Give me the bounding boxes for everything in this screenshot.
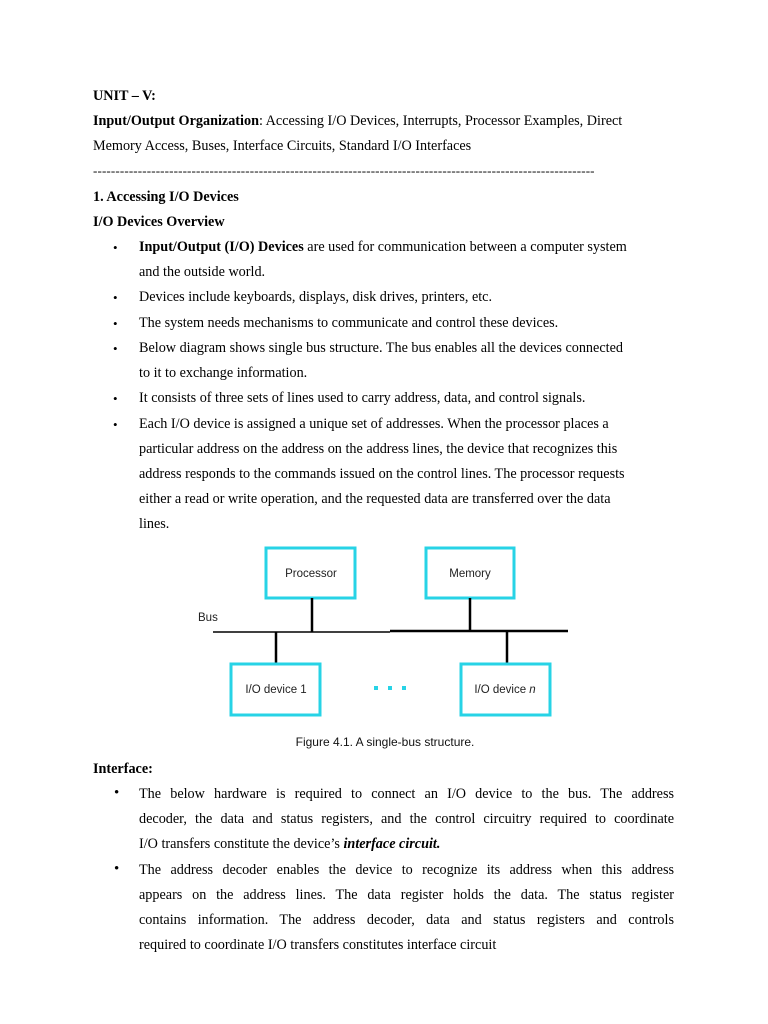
interface-circuit-term: interface circuit. <box>343 836 441 852</box>
interface-p1-line-1: The below hardware is required to connect an I/O device to the bus. The address <box>139 786 674 802</box>
bullet-1-line-2: and the outside world. <box>139 264 266 280</box>
interface-p2-line-4: required to coordinate I/O transfers constitutes interface circuit <box>139 937 497 953</box>
processor-label: Processor <box>285 568 337 580</box>
bullet-dot: • <box>113 316 118 331</box>
bullet-5-text: It consists of three sets of lines used to carry address, data, and control signals. <box>139 390 586 406</box>
bullet-4-line-1: Below diagram shows single bus structure. The bus enables all the devices connected <box>139 340 623 356</box>
interface-p2-line-3: contains information. The address decoder, data and status registers and controls <box>139 912 674 928</box>
dot <box>374 686 378 690</box>
io-device-1-label: I/O device 1 <box>245 684 307 696</box>
bullet-4-line-2: to it to exchange information. <box>139 365 308 381</box>
interface-title: Interface: <box>93 761 153 777</box>
bullet-dot: • <box>113 417 118 432</box>
io-device-n-prefix: I/O device <box>474 684 530 696</box>
bullet-dot: • <box>114 861 120 877</box>
interface-p2-line-1: The address decoder enables the device to recognize its address when this address <box>139 862 674 878</box>
figure-caption: Figure 4.1. A single-bus structure. <box>295 735 475 749</box>
separator: ---------------------------------------------------------------------------------------------------------------- <box>93 163 595 178</box>
bullet-dot: • <box>114 785 120 801</box>
io-device-n-var: n <box>529 684 536 696</box>
io-devices-term: Input/Output (I/O) Devices <box>139 239 304 255</box>
bullet-1-text: are used for communication between a computer system <box>303 239 627 255</box>
bullet-6-line-3: address responds to the commands issued on the control lines. The processor requests <box>139 466 625 482</box>
bullet-dot: • <box>113 290 118 305</box>
memory-label: Memory <box>449 568 491 580</box>
intro-line-1 <box>93 112 622 130</box>
intro-label: Input/Output Organization <box>93 113 259 129</box>
unit-heading: UNIT – V: <box>93 88 156 104</box>
interface-p2-line-2: appears on the address lines. The data register holds the data. The status register <box>139 887 674 903</box>
dot <box>402 686 406 690</box>
interface-p1-text: I/O transfers constitute the device’s <box>139 836 344 852</box>
bus-label: Bus <box>198 612 218 624</box>
single-bus-diagram <box>0 540 768 760</box>
bullet-dot: • <box>113 341 118 356</box>
bullet-6-line-4: either a read or write operation, and the requested data are transferred over the data <box>139 491 611 507</box>
bullet-1-line-1 <box>139 238 627 256</box>
bullet-6-line-1: Each I/O device is assigned a unique set of addresses. When the processor places a <box>139 416 609 432</box>
bullet-dot: • <box>113 391 118 406</box>
dot <box>388 686 392 690</box>
interface-p1-line-2: decoder, the data and status registers, and the control circuitry required to coordinate <box>139 811 674 827</box>
intro-line-2: Memory Access, Buses, Interface Circuits, Standard I/O Interfaces <box>93 138 472 154</box>
bullet-3-text: The system needs mechanisms to communicate and control these devices. <box>139 315 559 331</box>
ellipsis-dots <box>374 686 406 690</box>
section-subtitle: I/O Devices Overview <box>93 214 225 230</box>
bullet-6-line-5: lines. <box>139 516 170 532</box>
section-title: 1. Accessing I/O Devices <box>93 189 239 205</box>
bullet-2-text: Devices include keyboards, displays, disk drives, printers, etc. <box>139 289 493 305</box>
bullet-6-line-2: particular address on the address on the address lines, the device that recognizes this <box>139 441 618 457</box>
intro-topics: : Accessing I/O Devices, Interrupts, Processor Examples, Direct <box>258 113 623 129</box>
io-device-n-label <box>474 684 535 696</box>
interface-p1-line-3 <box>139 835 440 853</box>
bullet-dot: • <box>113 240 118 255</box>
